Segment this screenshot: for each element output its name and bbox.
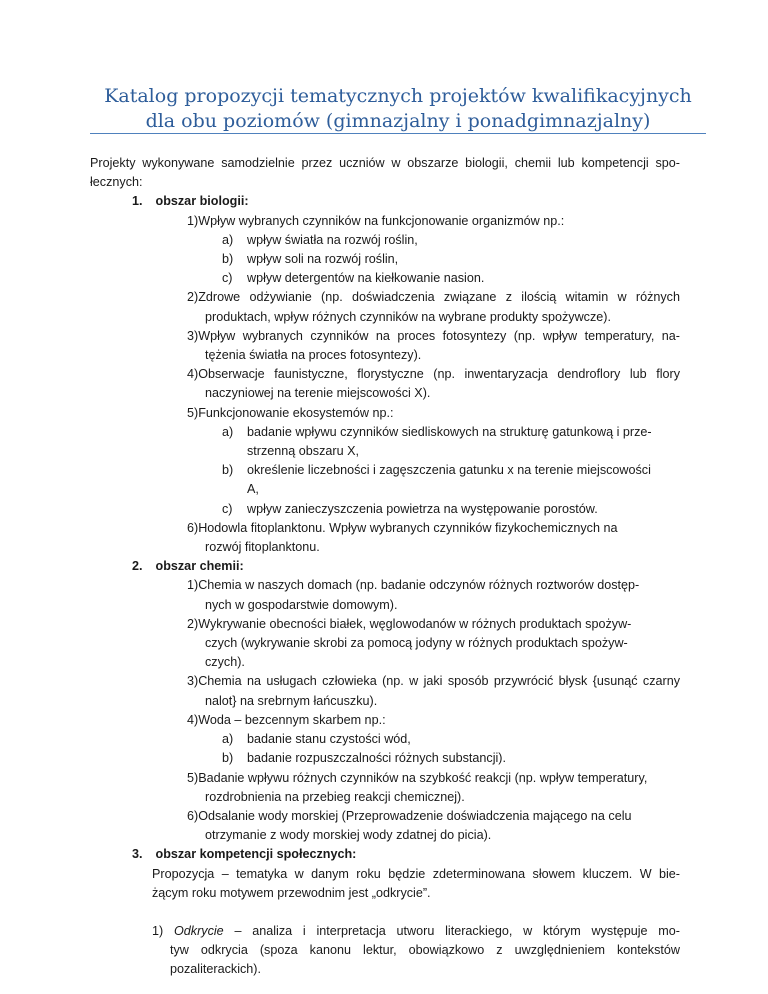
list-subitem: c) wpływ detergentów na kiełkowanie nasion. — [222, 271, 485, 286]
list-item-cont: tyw odkrycia (spoza kanonu lektur, obowiązkowo z uwzględnieniem kontekstów — [170, 943, 680, 958]
title-underline — [90, 133, 706, 134]
intro-line: łecznych: — [90, 175, 143, 190]
paragraph-line: Propozycja – tematyka w danym roku będzie zdeterminowana słowem kluczem. W bie- — [152, 866, 680, 881]
paragraph-line: żącym roku motywem przewodnim jest „odkrycie”. — [152, 885, 431, 900]
page-title — [90, 84, 706, 134]
list-item-cont: rozdrobnienia na przebieg reakcji chemicznej). — [205, 789, 465, 804]
list-item-cont: czych (wykrywanie skrobi za pomocą jodyny w różnych produktach spożyw- — [205, 636, 628, 651]
list-item-cont: rozwój fitoplanktonu. — [205, 540, 320, 555]
list-subitem: c) wpływ zanieczyszczenia powietrza na występowanie porostów. — [222, 501, 598, 516]
list-item: 6)Hodowla fitoplanktonu. Wpływ wybranych czynników fizykochemicznych na — [187, 520, 618, 535]
list-item-cont: naczyniowej na terenie miejscowości X). — [205, 386, 431, 401]
title-line-2: dla obu poziomów (gimnazjalny i ponadgimnazjalny) — [145, 110, 651, 132]
list-item: 6)Odsalanie wody morskiej (Przeprowadzenie doświadczenia mającego na celu — [187, 808, 632, 823]
list-subitem: b) badanie rozpuszczalności różnych substancji). — [222, 751, 507, 766]
list-subitem: b) wpływ soli na rozwój roślin, — [222, 252, 399, 267]
list-item-cont: nych w gospodarstwie domowym). — [205, 597, 398, 612]
list-item-cont: czych). — [205, 655, 245, 670]
list-subitem-cont: strzenną obszaru X, — [247, 444, 360, 459]
list-item-cont: produktach, wpływ różnych czynników na wybrane produkty spożywcze). — [205, 309, 611, 324]
document-body — [90, 154, 680, 980]
list-item: 3)Chemia na usługach człowieka (np. w jaki sposób przywrócić błysk {usunąć czarny — [187, 674, 680, 689]
list-item: 1) Odkrycie – analiza i interpretacja utworu literackiego, w którym występuje mo- — [152, 923, 680, 938]
list-subitem: a) badanie stanu czystości wód, — [222, 732, 411, 747]
list-subitem: a) wpływ światła na rozwój roślin, — [222, 232, 418, 247]
list-subitem: a) badanie wpływu czynników siedliskowych na strukturę gatunkową i prze- — [222, 424, 652, 439]
list-item: 2)Wykrywanie obecności białek, węglowodanów w różnych produktach spożyw- — [187, 616, 632, 631]
list-item: 1)Chemia w naszych domach (np. badanie odczynów różnych roztworów dostęp- — [187, 578, 640, 593]
title-line-1: Katalog propozycji tematycznych projektów kwalifikacyjnych — [104, 85, 692, 107]
list-subitem: b) określenie liczebności i zagęszczenia gatunku x na terenie miejscowości — [222, 463, 651, 478]
section-heading-social: 3. obszar kompetencji społecznych: — [132, 847, 357, 862]
list-item: 4)Woda – bezcennym skarbem np.: — [187, 712, 386, 727]
list-item-cont: otrzymanie z wody morskiej wody zdatnej do picia). — [205, 828, 492, 843]
section-heading-biology: 1. obszar biologii: — [132, 194, 249, 209]
list-item: 1)Wpływ wybranych czynników na funkcjonowanie organizmów np.: — [187, 213, 565, 228]
list-item-cont: tężenia światła na proces fotosyntezy). — [205, 348, 422, 363]
list-item: 3)Wpływ wybranych czynników na proces fotosyntezy (np. wpływ temperatury, na- — [187, 328, 680, 343]
section-heading-chemistry: 2. obszar chemii: — [132, 559, 244, 574]
list-item: 5)Funkcjonowanie ekosystemów np.: — [187, 405, 394, 420]
list-item-cont: pozaliterackich). — [170, 962, 261, 977]
list-subitem-cont: A, — [247, 482, 259, 497]
list-item: 5)Badanie wpływu różnych czynników na szybkość reakcji (np. wpływ temperatury, — [187, 770, 648, 785]
intro-line: Projekty wykonywane samodzielnie przez uczniów w obszarze biologii, chemii lub kompetencji spo- — [90, 156, 680, 170]
list-item: 2)Zdrowe odżywianie (np. doświadczenia związane z ilością witamin w różnych — [187, 290, 680, 305]
spacer — [90, 903, 680, 922]
list-item: 4)Obserwacje faunistyczne, florystyczne (np. inwentaryzacja dendroflory lub flory — [187, 367, 680, 382]
list-item-cont: nalot} na srebrnym łańcuszku). — [205, 693, 378, 708]
